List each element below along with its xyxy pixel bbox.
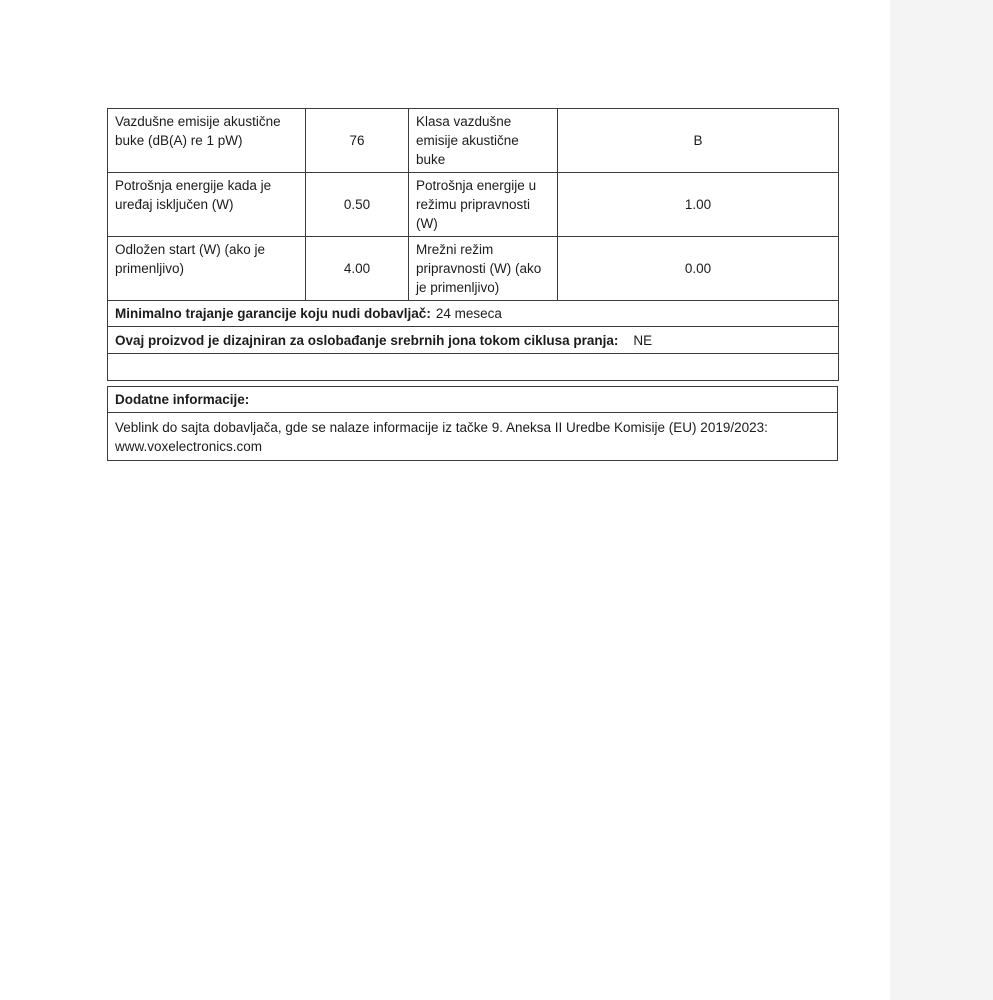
table-row bbox=[108, 387, 838, 413]
table-row bbox=[108, 327, 839, 354]
empty-cell bbox=[108, 354, 839, 381]
standby-power-value: 1.00 bbox=[558, 173, 839, 237]
standby-power-label: Potrošnja energije u režimu pripravnosti (W) bbox=[409, 173, 558, 237]
warranty-cell bbox=[108, 301, 839, 327]
spec-table bbox=[107, 108, 839, 381]
weblink-description: Veblink do sajta dobavljača, gde se nalaze informacije iz tačke 9. Aneksa II Uredbe Komisije (EU) 2019/2023: bbox=[115, 420, 768, 435]
table-row bbox=[108, 173, 839, 237]
off-mode-power-label: Potrošnja energije kada je uređaj isključen (W) bbox=[108, 173, 306, 237]
silver-ions-cell bbox=[108, 327, 839, 354]
table-row bbox=[108, 413, 838, 461]
additional-info-table bbox=[107, 386, 838, 461]
right-gutter bbox=[890, 0, 993, 1000]
silver-ions-label: Ovaj proizvod je dizajniran za oslobađanje srebrnih jona tokom ciklusa pranja: bbox=[115, 332, 619, 348]
noise-class-value: B bbox=[558, 109, 839, 173]
networked-standby-label: Mrežni režim pripravnosti (W) (ako je primenljivo) bbox=[409, 237, 558, 301]
table-row bbox=[108, 354, 839, 381]
noise-emission-label: Vazdušne emisije akustične buke (dB(A) re 1 pW) bbox=[108, 109, 306, 173]
delayed-start-label: Odložen start (W) (ako je primenljivo) bbox=[108, 237, 306, 301]
warranty-label: Minimalno trajanje garancije koju nudi dobavljač: bbox=[115, 306, 431, 321]
additional-info-heading: Dodatne informacije: bbox=[115, 392, 250, 407]
noise-class-label: Klasa vazdušne emisije akustične buke bbox=[409, 109, 558, 173]
noise-emission-value: 76 bbox=[306, 109, 409, 173]
additional-info-heading-cell bbox=[108, 387, 838, 413]
networked-standby-value: 0.00 bbox=[558, 237, 839, 301]
silver-ions-value: NE bbox=[633, 332, 653, 348]
warranty-value: 24 meseca bbox=[435, 306, 502, 321]
off-mode-power-value: 0.50 bbox=[306, 173, 409, 237]
weblink-cell bbox=[108, 413, 838, 461]
table-row bbox=[108, 301, 839, 327]
spec-document-block bbox=[107, 108, 838, 461]
weblink-url: www.voxelectronics.com bbox=[115, 439, 263, 454]
table-row bbox=[108, 237, 839, 301]
table-row bbox=[108, 109, 839, 173]
delayed-start-value: 4.00 bbox=[306, 237, 409, 301]
